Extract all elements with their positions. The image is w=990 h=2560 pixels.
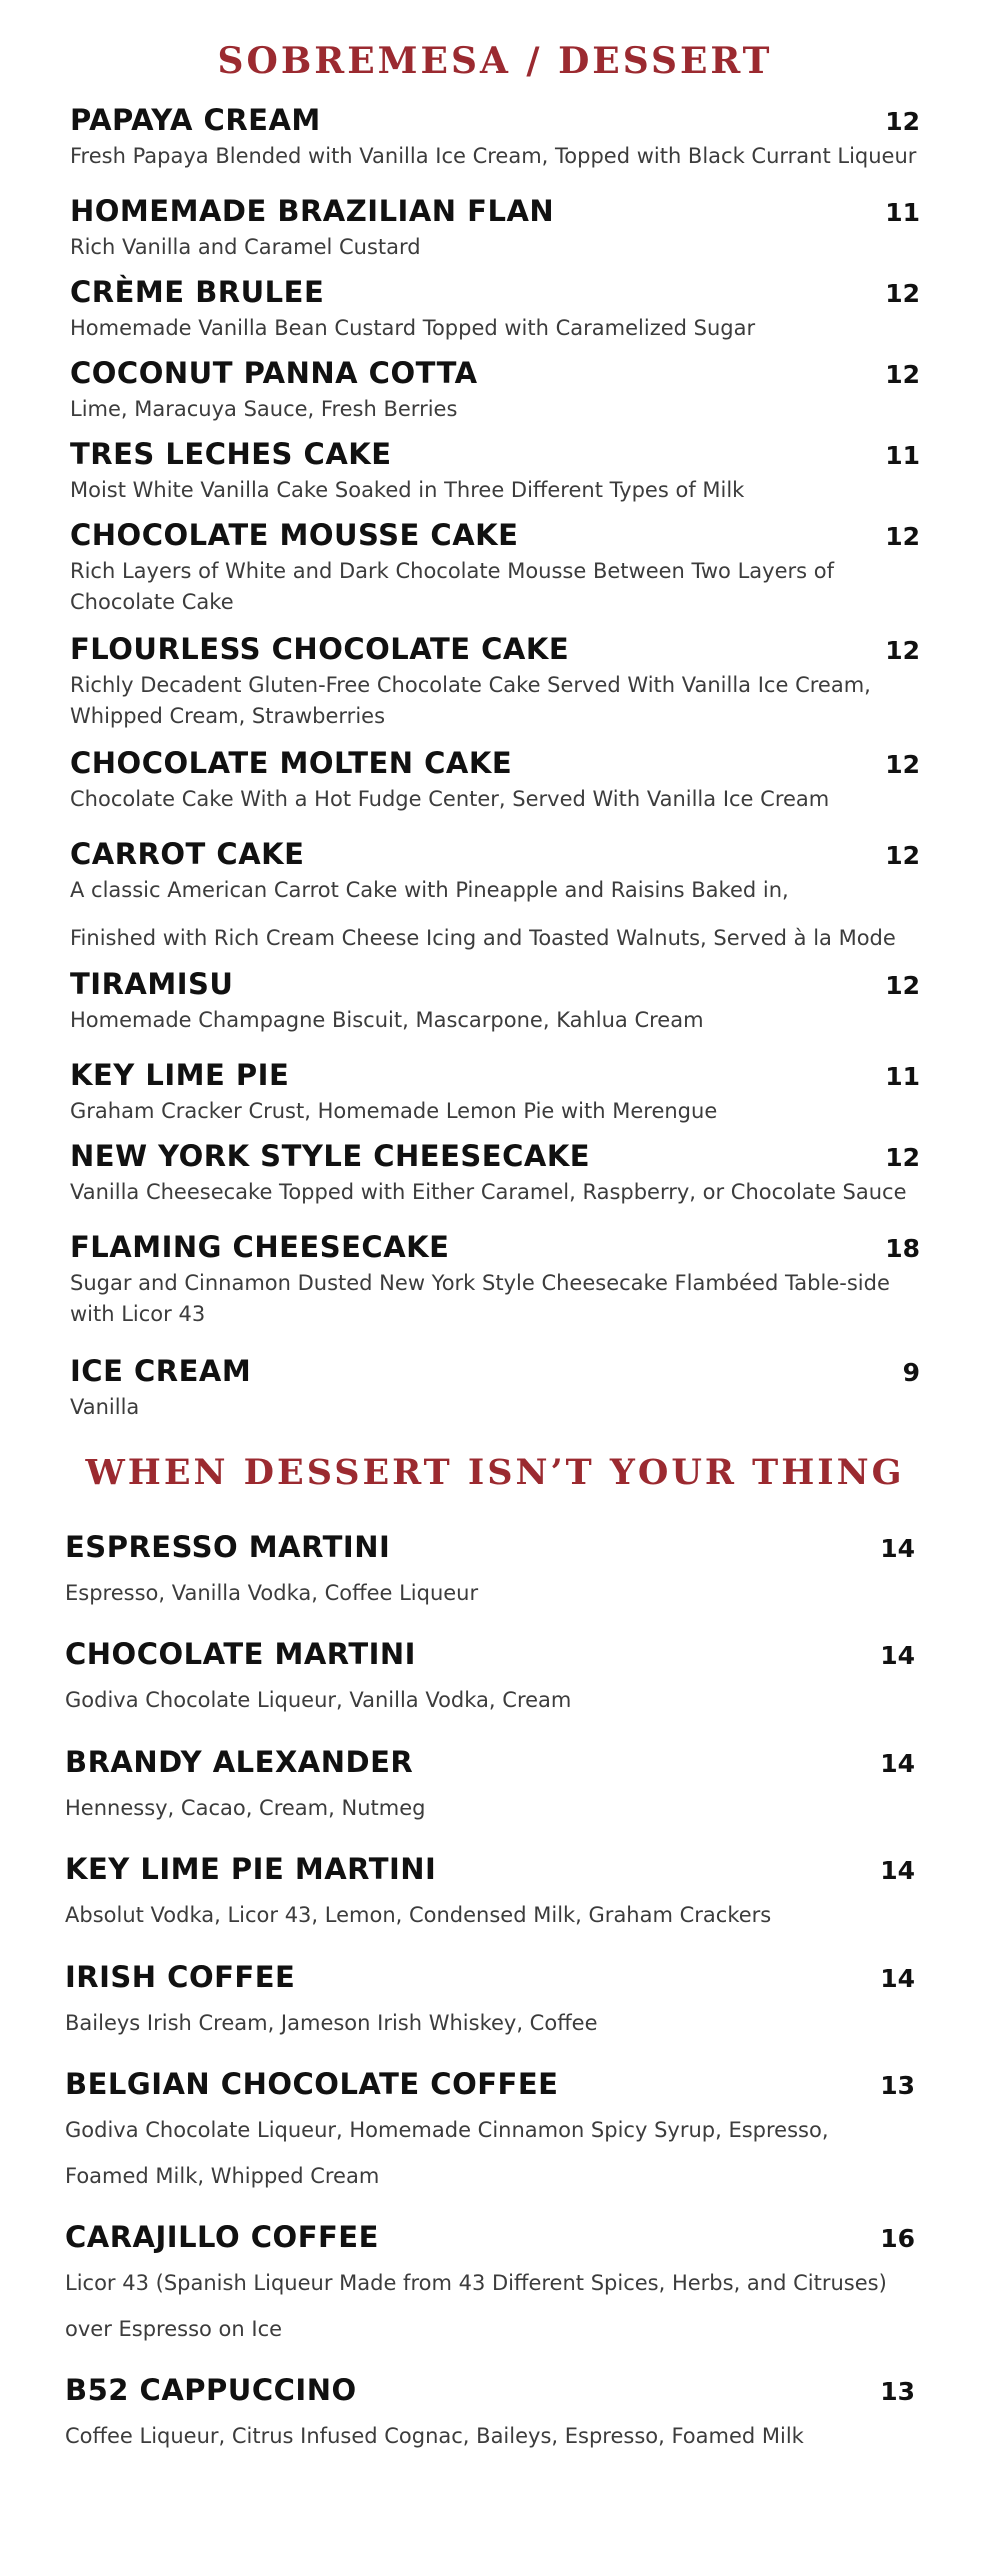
menu-item	[70, 1230, 920, 1330]
item-price: 12	[885, 279, 920, 308]
item-description-line-2: Foamed Milk, Whipped Cream	[65, 2164, 380, 2188]
item-description: Moist White Vanilla Cake Soaked in Three Different Types of Milk	[70, 478, 745, 502]
item-name: KEY LIME PIE MARTINI	[65, 1852, 437, 1886]
item-description: Godiva Chocolate Liqueur, Homemade Cinnamon Spicy Syrup, Espresso,	[65, 2118, 829, 2142]
item-description: Espresso, Vanilla Vodka, Coffee Liqueur	[65, 1581, 479, 1605]
item-description: Absolut Vodka, Licor 43, Lemon, Condensed Milk, Graham Crackers	[65, 1903, 772, 1927]
item-description: Vanilla Cheesecake Topped with Either Caramel, Raspberry, or Chocolate Sauce	[70, 1180, 907, 1204]
menu-item	[70, 746, 920, 815]
item-description: Hennessy, Cacao, Cream, Nutmeg	[65, 1796, 426, 1820]
item-description: Homemade Champagne Biscuit, Mascarpone, Kahlua Cream	[70, 1008, 704, 1032]
menu-item	[65, 1960, 915, 2046]
item-price: 14	[880, 1856, 915, 1885]
item-name: NEW YORK STYLE CHEESECAKE	[70, 1139, 591, 1173]
drinks-section-title: WHEN DESSERT ISN’T YOUR THING	[85, 1452, 905, 1493]
item-name: HOMEMADE BRAZILIAN FLAN	[70, 194, 555, 228]
item-description: Godiva Chocolate Liqueur, Vanilla Vodka, Cream	[65, 1688, 572, 1712]
item-name: CARAJILLO COFFEE	[65, 2220, 379, 2254]
item-description: Homemade Vanilla Bean Custard Topped with Caramelized Sugar	[70, 316, 756, 340]
item-price: 12	[885, 107, 920, 136]
item-price: 14	[880, 1749, 915, 1778]
item-name: ICE CREAM	[70, 1354, 252, 1388]
item-description: Sugar and Cinnamon Dusted New York Style Cheesecake Flambéed Table-side with Licor 43	[70, 1271, 890, 1326]
menu-item	[65, 1530, 915, 1616]
item-name: FLAMING CHEESECAKE	[70, 1230, 450, 1264]
menu-item	[70, 632, 920, 732]
dessert-section-title: SOBREMESA / DESSERT	[217, 40, 773, 82]
item-price: 12	[885, 750, 920, 779]
item-name: TRES LECHES CAKE	[70, 437, 392, 471]
item-description: Chocolate Cake With a Hot Fudge Center, Served With Vanilla Ice Cream	[70, 787, 830, 811]
menu-item	[70, 967, 920, 1036]
item-price: 12	[885, 522, 920, 551]
menu-item	[65, 2373, 915, 2459]
item-price: 11	[885, 198, 920, 227]
item-name: ESPRESSO MARTINI	[65, 1530, 391, 1564]
menu-item	[70, 356, 920, 425]
item-name: PAPAYA CREAM	[70, 103, 321, 137]
item-price: 14	[880, 1964, 915, 1993]
menu-item	[70, 194, 920, 263]
menu-item	[70, 1354, 920, 1423]
item-name: COCONUT PANNA COTTA	[70, 356, 478, 390]
item-name: CHOCOLATE MOLTEN CAKE	[70, 746, 513, 780]
item-description: Rich Layers of White and Dark Chocolate Mousse Between Two Layers of Chocolate Cake	[70, 559, 834, 614]
item-price: 13	[880, 2071, 915, 2100]
menu-item	[70, 1058, 920, 1127]
item-name: B52 CAPPUCCINO	[65, 2373, 357, 2407]
item-price: 18	[885, 1234, 920, 1263]
item-name: BRANDY ALEXANDER	[65, 1745, 414, 1779]
item-description: Coffee Liqueur, Citrus Infused Cognac, Baileys, Espresso, Foamed Milk	[65, 2424, 804, 2448]
item-price: 12	[885, 636, 920, 665]
item-description: Vanilla	[70, 1395, 140, 1419]
item-description: Fresh Papaya Blended with Vanilla Ice Cream, Topped with Black Currant Liqueur	[70, 144, 917, 168]
item-description: Baileys Irish Cream, Jameson Irish Whiskey, Coffee	[65, 2011, 598, 2035]
item-price: 14	[880, 1534, 915, 1563]
item-name: FLOURLESS CHOCOLATE CAKE	[70, 632, 570, 666]
item-description-line-2: Finished with Rich Cream Cheese Icing and Toasted Walnuts, Served à la Mode	[70, 926, 896, 950]
item-name: TIRAMISU	[70, 967, 234, 1001]
item-price: 14	[880, 1641, 915, 1670]
menu-item	[70, 837, 920, 954]
item-description: Lime, Maracuya Sauce, Fresh Berries	[70, 397, 458, 421]
item-price: 12	[885, 841, 920, 870]
menu-item	[70, 518, 920, 618]
item-description: Richly Decadent Gluten-Free Chocolate Cake Served With Vanilla Ice Cream, Whipped Cream, Strawberries	[70, 673, 871, 728]
menu-item	[70, 437, 920, 506]
menu-item	[70, 275, 920, 344]
item-description-line-2: over Espresso on Ice	[65, 2317, 283, 2341]
item-price: 11	[885, 1062, 920, 1091]
item-price: 9	[902, 1358, 920, 1387]
menu-item	[65, 1745, 915, 1831]
item-price: 12	[885, 1143, 920, 1172]
item-name: BELGIAN CHOCOLATE COFFEE	[65, 2067, 559, 2101]
item-price: 12	[885, 971, 920, 1000]
item-name: CHOCOLATE MOUSSE CAKE	[70, 518, 519, 552]
item-name: CRÈME BRULEE	[70, 275, 325, 309]
menu-item	[70, 103, 920, 172]
menu-item	[65, 2067, 915, 2199]
item-description: Graham Cracker Crust, Homemade Lemon Pie with Merengue	[70, 1099, 718, 1123]
item-description: Licor 43 (Spanish Liqueur Made from 43 Different Spices, Herbs, and Citruses)	[65, 2271, 887, 2295]
item-description: A classic American Carrot Cake with Pineapple and Raisins Baked in,	[70, 878, 789, 902]
menu-item	[65, 2220, 915, 2352]
menu-item	[70, 1139, 920, 1208]
item-name: KEY LIME PIE	[70, 1058, 290, 1092]
item-name: CHOCOLATE MARTINI	[65, 1637, 416, 1671]
item-price: 16	[880, 2224, 915, 2253]
menu-item	[65, 1852, 915, 1938]
item-name: IRISH COFFEE	[65, 1960, 296, 1994]
item-description: Rich Vanilla and Caramel Custard	[70, 235, 421, 259]
item-price: 13	[880, 2377, 915, 2406]
item-price: 12	[885, 360, 920, 389]
item-price: 11	[885, 441, 920, 470]
item-name: CARROT CAKE	[70, 837, 305, 871]
menu-item	[65, 1637, 915, 1723]
